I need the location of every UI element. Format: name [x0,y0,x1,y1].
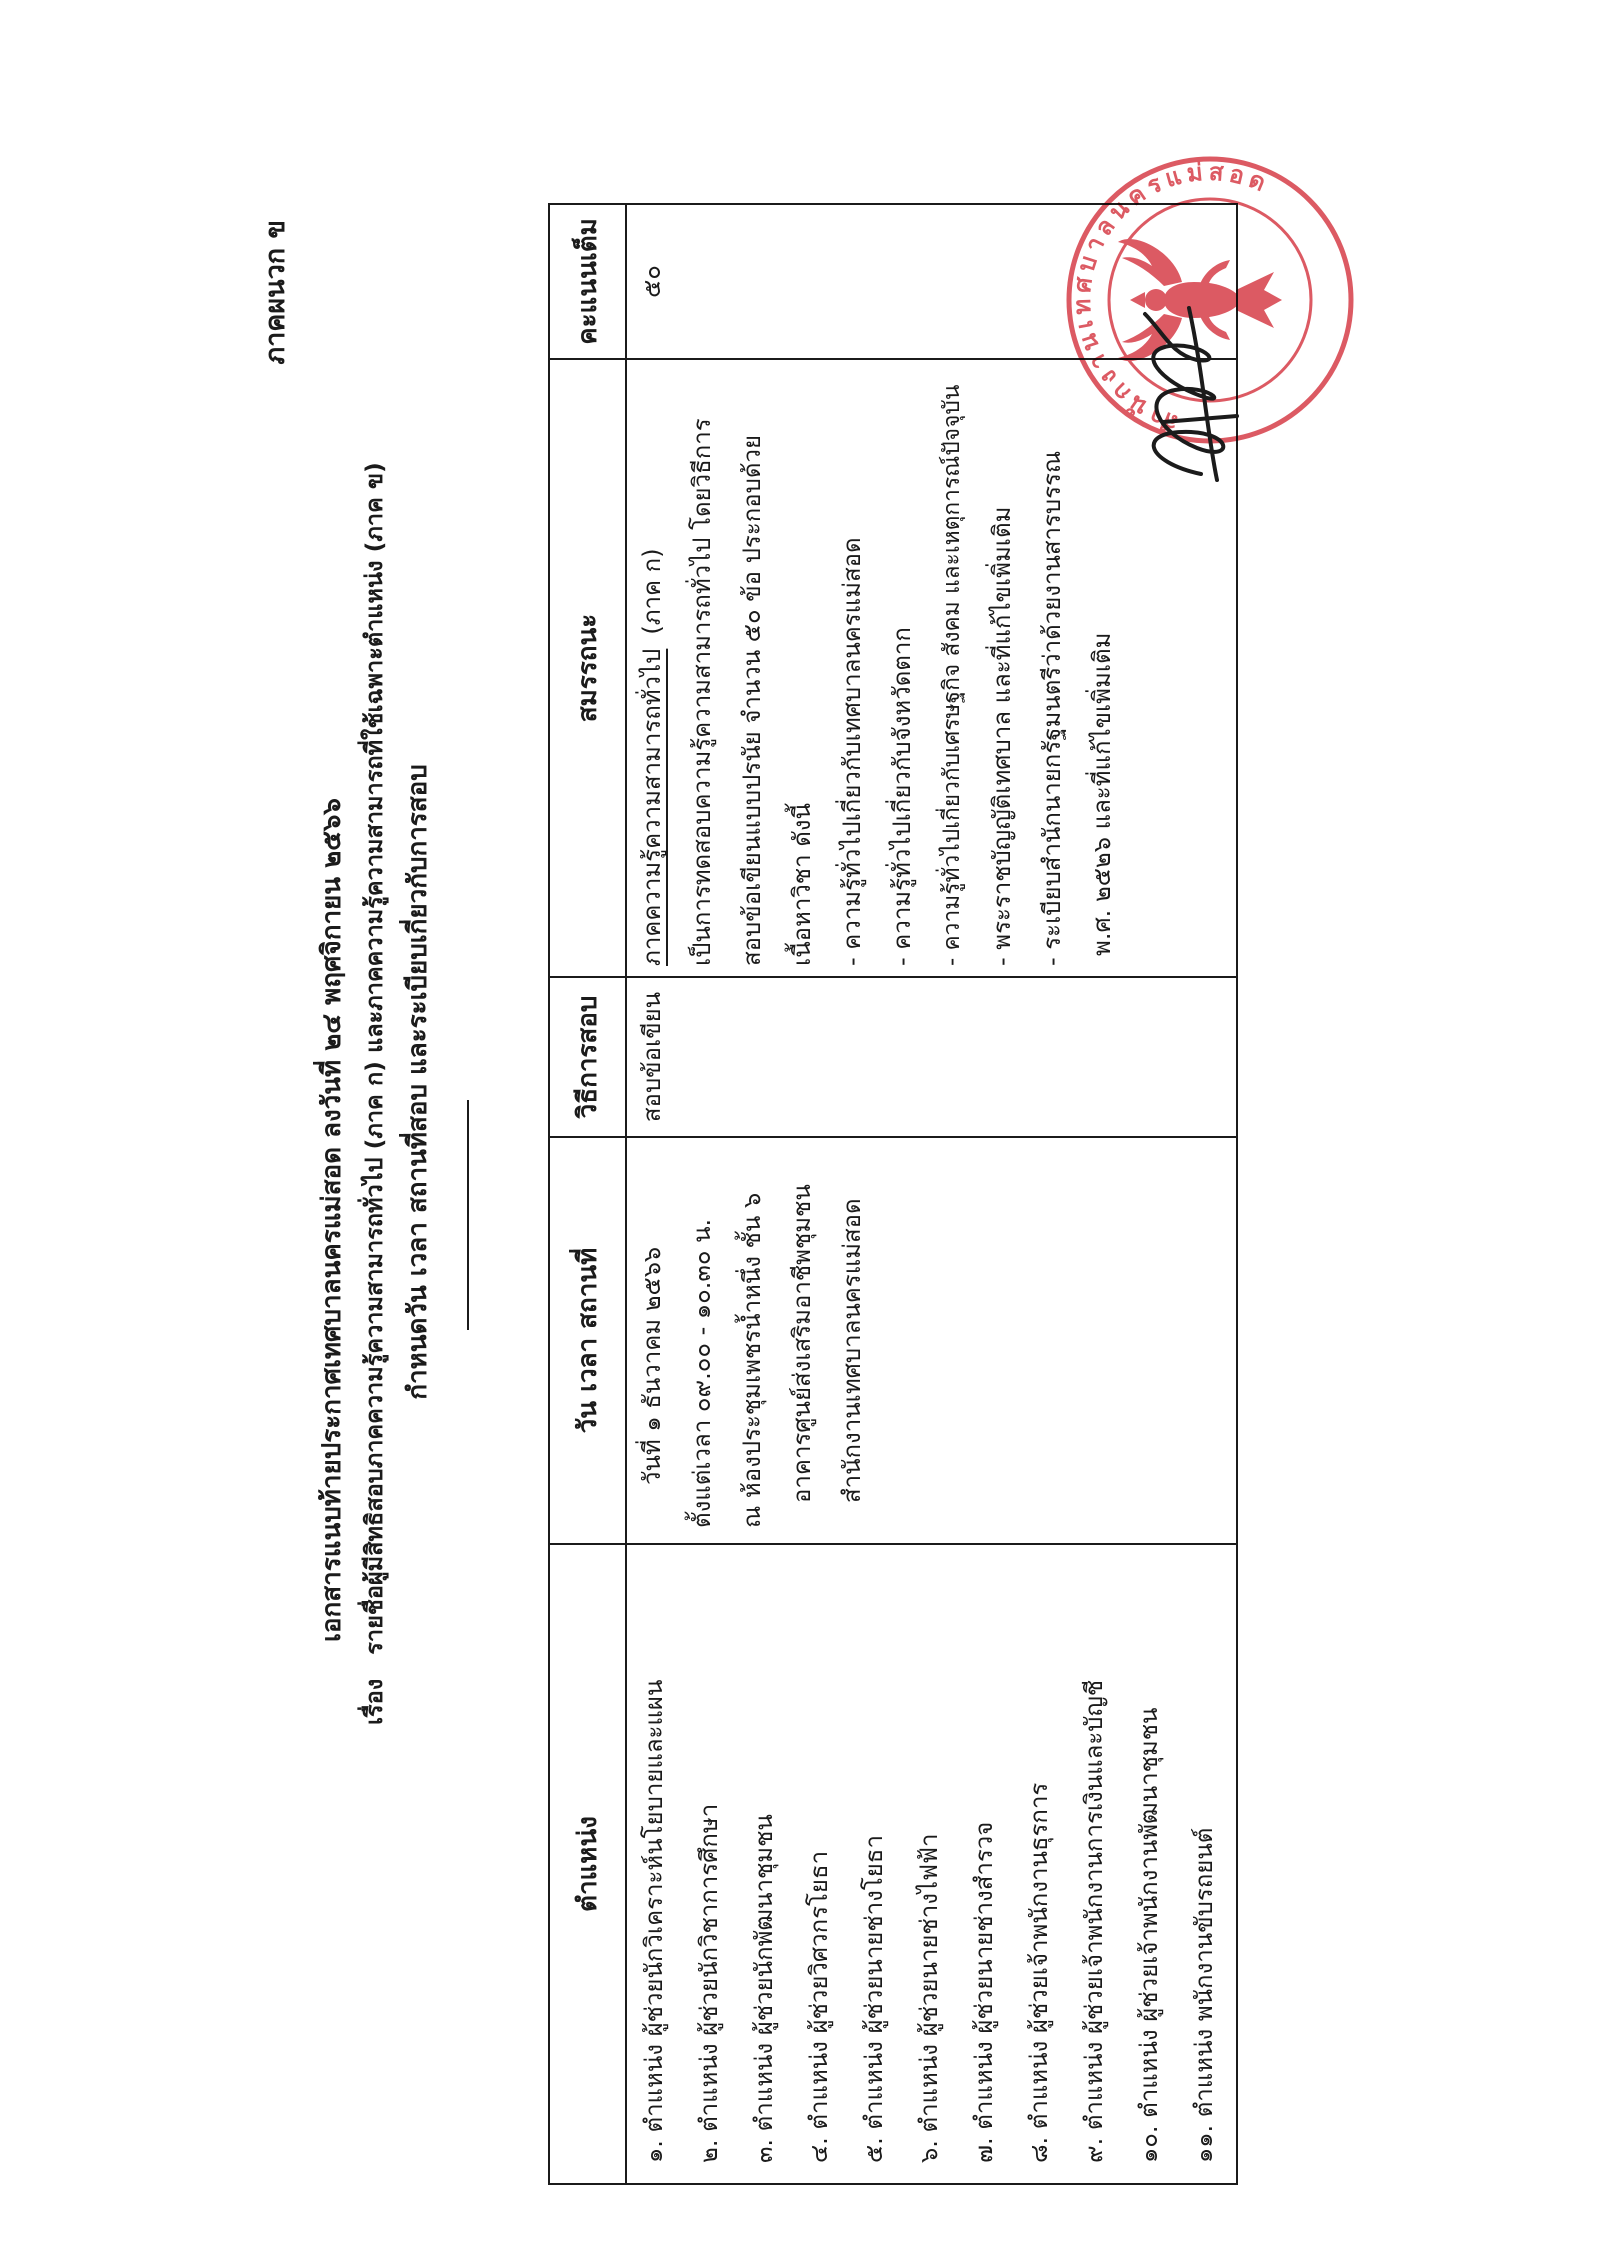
position-item: ๖. ตำแหน่ง ผู้ช่วยนายช่างไฟฟ้า [915,1833,943,2163]
document-title: เอกสารแนบท้ายประกาศเทศบาลนครแม่สอด ลงวันที่ ๒๔ พฤศจิกายน ๒๕๖๖ [317,798,347,1642]
appendix-label: ภาคผนวก ข [260,220,291,365]
header-competency-label: สมรรถนะ [573,613,603,723]
signature-scribble [1105,302,1255,492]
competency-line: เนื้อหาวิชา ดังนี้ [788,803,816,966]
schedule-cell [626,1137,1237,1544]
competency-heading-text: ภาคความรู้ความสามารถทั่วไป [638,648,666,966]
position-item: ๔. ตำแหน่ง ผู้ช่วยวิศวกรโยธา [805,1850,833,2163]
header-cell-schedule [549,1137,626,1544]
table-body-row [626,204,1237,2184]
competency-line: สอบข้อเขียนแบบปรนัย จำนวน ๕๐ ข้อ ประกอบด้วย [738,434,766,966]
competency-topic: - ความรู้ทั่วไปเกี่ยวกับเศรษฐกิจ สังคม และเหตุการณ์ปัจจุบัน [939,384,965,966]
document-subtitle: กำหนดวัน เวลา สถานที่สอบ และระเบียบเกี่ยวกับการสอบ [403,764,433,1400]
header-cell-position [549,1544,626,2184]
position-item: ๙. ตำแหน่ง ผู้ช่วยเจ้าพนักงานการเงินและบัญชี [1080,1679,1108,2163]
positions-list [627,1545,1232,2183]
position-item: ๒. ตำแหน่ง ผู้ช่วยนักวิชาการศึกษา [695,1803,723,2163]
title-divider [467,1100,469,1330]
competency-topic: - ระเบียบสำนักนายกรัฐมนตรีว่าด้วยงานสารบรรณ [1038,450,1066,966]
full-score: ๕๐ [638,265,666,298]
position-item: ๑. ตำแหน่ง ผู้ช่วยนักวิเคราะห์นโยบายและแผน [640,1679,668,2163]
position-item: ๕. ตำแหน่ง ผู้ช่วยนายช่างโยธา [860,1835,888,2163]
schedule-block [627,1138,877,1543]
header-method-label: วิธีการสอบ [573,995,603,1119]
competency-topic-continuation: พ.ศ. ๒๕๒๖ และที่แก้ไขเพิ่มเติม [1088,632,1116,956]
header-schedule-label: วัน เวลา สถานที่ [573,1247,603,1434]
competency-topic: - พระราชบัญญัติเทศบาล และที่แก้ไขเพิ่มเติม [988,506,1016,966]
score-block [627,205,677,358]
subject-line [354,425,394,1725]
subject-text: รายชื่อผู้มีสิทธิสอบภาคความรู้ความสามารถทั่วไป (ภาค ก) และภาคความรู้ความสามารถที่ใช้เฉพาะตำแหน่ง (ภาค ข) [360,462,388,1655]
positions-cell [626,1544,1237,2184]
subject-label: เรื่อง [360,1678,388,1725]
exam-date: วันที่ ๑ ธันวาคม ๒๕๖๖ [638,1246,666,1485]
competency-heading [627,366,677,966]
exam-method: สอบข้อเขียน [638,991,666,1123]
header-cell-score [549,204,626,359]
exam-office: สำนักงานเทศบาลนครแม่สอด [838,1198,866,1503]
header-position-label: ตำแหน่ง [573,1816,603,1912]
position-item: ๓. ตำแหน่ง ผู้ช่วยนักพัฒนาชุมชน [750,1814,778,2163]
competency-line: เป็นการทดสอบความรู้ความสามารถทั่วไป โดยวิธีการ [688,418,716,966]
header-score-label: คะแนนเต็ม [573,218,603,345]
competency-topic: - ความรู้ทั่วไปเกี่ยวกับจังหวัดตาก [888,627,916,966]
exam-building: อาคารศูนย์ส่งเสริมอาชีพชุมชน [788,1184,816,1503]
position-item: ๗. ตำแหน่ง ผู้ช่วยนายช่างสำรวจ [970,1821,998,2163]
competency-topic: - ความรู้ทั่วไปเกี่ยวกับเทศบาลนครแม่สอด [838,537,866,966]
stamp-text: สำนักงานเทศบาลนครแม่สอด [1067,157,1275,438]
exam-room: ณ ห้องประชุมเพชรน้ำหนึ่ง ชั้น ๖ [738,1192,766,1528]
exam-table [548,203,1238,2185]
position-item: ๑๐. ตำแหน่ง ผู้ช่วยเจ้าพนักงานพัฒนาชุมชน [1135,1707,1163,2163]
header-cell-competency [549,359,626,977]
header-cell-method [549,977,626,1137]
exam-time: ตั้งแต่เวลา ๐๙.๐๐ - ๑๐.๓๐ น. [688,1218,716,1528]
competency-block [627,360,1127,976]
competency-heading-suffix: (ภาค ก) [638,548,666,635]
position-item: ๘. ตำแหน่ง ผู้ช่วยเจ้าพนักงานธุรการ [1025,1782,1053,2163]
position-item: ๑๑. ตำแหน่ง พนักงานขับรถยนต์ [1190,1827,1218,2163]
method-block [627,978,677,1136]
method-cell [626,977,1237,1137]
table-header-row [549,204,626,2184]
